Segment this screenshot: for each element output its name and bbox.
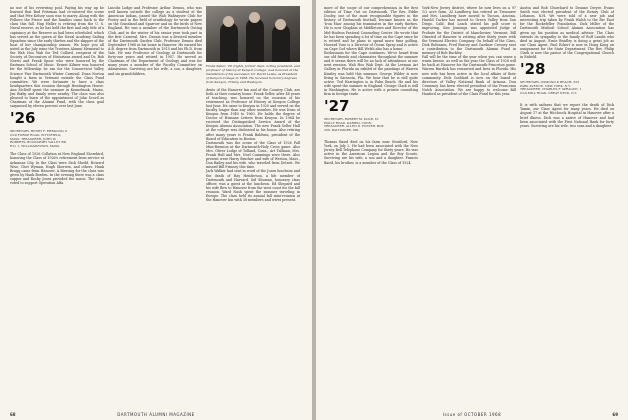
right-column-1 [324,6,418,406]
body-text: The Class of 1926 Collation at New England Shorebird, honoring the Class of 1926's retirement from service at Arkansas City. In the Class were Dick Sheild, Howard Wise, Chet Wyman, Hugh Sherwin, and others. Hank Bragg came from Hanover. A blessing for the class was given by Hank Borden. In the evening there was a class supper and Rocky Jones provided the music. The class voted to support Operation Alfa. [10,152,104,185]
class-officers: SECRETARY, HENRY F. EHRGOOD, 6 OLD FORGE ROAD, PITTSFIELD, MASS. TREASURER, JOHN W. ROBERTS, BUCKSPORT VALLEY RD. R.D. 1, WILLIAMSTOWN, MASS. [10,129,68,148]
class-heading-26 [10,111,104,149]
body-text: dents of the Hanover Inn and of the Country Club, are both at their country home. Frank Seller, after 48 years of teaching, was honored on the occasion of his retirement as Professor of History at Kenyon College last June. He came to Kenyon in 1920 and served on the faculty longer than any other member. He was Dean of Kenyon from 1940 to 1960. He holds the degree of Doctor of Humane Letters from Kenyon. In 1964 he received the Distinguished Service Award of the Kenyon Alumni Association. The new Frank Seller Hall at the college was dedicated in his honor. Also retiring after many years is Frank Baldwin, president of the Board of Education in Boston. [206,87,300,141]
body-text: Lincoln Lodge and Professor Arthur Dennis, who was well known outside the college as a student of the American Indian, joined the Wah Wahtaysee Club for Poetry and in the field of ornithology he wrote papers on the Grassland and Sparrow and on the birds of New England. He was a member of the Dartmouth Outing Club, and in the winter of his senior year took part in the first Carnival. Mrs. Dennis was a devoted member of the Dartmouth Garden Club. Professor Dennis died September 1968 at his home in Hanover. He earned his A.B. degree from Dartmouth in 1915 and his Ph.D. from Yale. He was Professor of Geology at Dartmouth for forty-one years and retired in 1957. He served as Chairman of the Department of Geology and was for many years a member of the Faculty Committee on Admissions. Surviving are his wife, a son, a daughter, and six grandchildren. [108,6,202,76]
page-number: 69 [612,412,618,417]
right-column-2 [422,6,516,406]
body-text: Enthusiasm for the Cape continues. We've heard from our old friends and classmates throughout the summer and it seems there will be no lack of attendance at our next reunion. Wah Hoo Wah Dept. At the Leeman Art Gallery in Florida an exhibit of the paintings of Warren Kinsley was held this summer. George Wilder is now living in Sarasota, Fla. We hear that he is still quite active. Ted Harrington is in Palm Beach. He and his wife spent the summer in England. George Clark is still in Washington. He is active with a private consulting firm in foreign trade. [324,51,418,96]
class-officers: SECRETARY, OSMOND P. BEACH, 555 PARK AVENUE, NEW YORK, N.Y. TREASURER, CHARLES F. SPRAGUE, 1 OLD MILL ROAD, GREAT NECK, N.Y. [520,80,582,95]
class-year: '26 [10,109,36,128]
class-year: '27 [324,97,350,116]
right-page [316,0,628,420]
class-officers: SECRETARY, ROBERT M. KOLB, 10 HOLLY ROAD, DARIEN, CONN. TREASURER, ALLEN D. FOSTER, BOX 206, BALTIMORE, MD. [324,117,384,132]
body-text: Austin and Bob Churchard to Deanne Dwyer. Evans Smith was elected president of the Rotary Club of Lebanon, N.H. We were told of a new job and interesting trip taken by Frank Walsh to the Far East for the Rockefeller Foundation. Dick Miller of the Dartmouth Medical School Alumni Association has given up his position as medical advisor. The Class extends its sympathy to the family of Rolf Landis who died in August. Ernie Bradley is doing a great job as our Class Agent. Paul Eckert is now in Hong Kong on assignment for the State Department. The Rev. Philip Clark is now the pastor of the Congregational Church in Enfield. [520,6,614,60]
body-text: Dartmouth was the scene of the Class of 1926 Fall Mini-Reunion at the Dartmouth-Holy Cross game. Also Mrs. Oliver Lodge of Tolland, Conn., Art Tallman, Mrs. Frank Hull and Mrs. Noel Cummings were there. Also present were Harry Brucker and wife of Weston, Mass., Don Bailey and his wife, who traveled from Detroit. We missed Bill Frinney this time. [206,140,300,170]
issue-title: Issue of OCTOBER 1968 [442,412,502,417]
left-column-3 [206,6,300,406]
page-number: 68 [10,412,16,417]
body-text: Jack Walker had sent in word of the Jones luncheon and the death of Ray Henderson, a life member of Dartmouth and Harvard. Sid Shuman, honorary class officer, was a guest at the luncheon. Ed Shepard and his wife flew to Hanover from the west coast for the fall reunion. Ward Nash spent the summer traveling in Europe. The class held its annual fall mini-reunion at the Hanover Inn with 38 members and wives present. [206,169,300,203]
left-column-2 [108,6,202,406]
class-year: '28 [520,60,546,79]
body-text: York-New Jersey district, where he now lives on a 97 1/2 acre farm. Al Lundberg has retired as Treasurer and Mrs. Lundberg have moved to Tucson, Arizona. Harold Tucker has moved to Green Valley from San Diego, Calif. Bud Leach stated his golf score is improving. Ken Jennings was appointed Judge of Probate for the District of Manchester, Vermont. Bill Olmsted of Hanover is retiring after thirty years with the Vermont Electric Company. On behalf of the Class, Dick Robinson, Fred Bracey and Gardner Cressey sent a contribution to the Dartmouth Alumni Fund in memory of Bob Buckley. [422,6,516,56]
body-text: Thomas Baird died on his farm near Stratford, New York, on July 2. He had been associated with the New Jersey Bell Telephone Company for thirty years. He was active in the American Legion and the Boy Scouts. Surviving are his wife, a son and a daughter. Francis Baird, his brother, is a member of the Class of 1924. [324,140,418,165]
class-photo [206,6,300,62]
class-heading-27 [324,99,418,137]
body-text: It is with sadness that we report the death of Dick Tamm, our Class Agent for many years. He died on August 17 at the Hitchcock Hospital in Hanover after a brief illness. Dick was a native of Hanover and had been associated with the First National Bank for forty years. Surviving are his wife, two sons and a daughter. [520,103,614,128]
body-text: Fall will be the time of the year when you can sense a warm breeze, as well as the year the Class of 1928 will be back at Hanover for the Dartmouth-Princeton game. Warren Burdick has remarried and lives in Florida. His new wife has been active in the local affairs of their community. Dick Goddard is now on the board of directors of Valley National Bank of Arizona. Don Crummey has been elected president of the Franconia Notch Association. We are happy to welcome Bill Hanford as president of the Class Fund for this year. [422,55,516,96]
photo-caption: Frank Seller, '26 (right), former dean, acting president, and professor of history at Kenyon College, was honored at the installation of his successor, Dr. David Lewis, as President of Kenyon College in 1968. He received honorary degrees from Kenyon, Trinity, and Wesleyan. [206,64,300,84]
body-text: no use of his reviewing pool. Paying his way up he learned that Bud Pritzman had re-entered the scene and that Pete Kelsey soon was to marry. Along with the Fellows the Pierce and the families came back to the class this fall. Hap Heller is retiring from the U. S. Naval reserve, as he has held the first and only title of a captaincy at the Reserve as had been scheduled, which has served as the queen of the Naval Academy Sailing Squadron since the early thirties and the skipper of the boat of her championship season. We hope you all noted in the July issue the Trustees Alumni Memorial to the Wah Hoo Wah for Ted Collard, recipient of the Society of Decorators of Historians award and Dr. Bob Norris and Frank Spoor who were honored by the Eastman School of Music. Ernest Kilmer was honored for the fellowship he ran for the Connecticut Valley Science Fair Dartmouth Winter Carnival. Dean Norton bought a farm in Vermont outside the Class Fund committee. We were fortunate to have a class headquarters this reunion through Huntington House. Ann McDuff spent the summer in Kennebunk, Maine, Jim Bixby and family were nearby. The class was also pleased to learn of the appointment of John Scovil as Chairman of the Alumni Fund, with the class goal surpassed by eleven percent over last June. [10,6,104,109]
class-heading-28 [520,62,614,100]
right-column-3 [520,6,614,406]
left-column-1 [10,6,104,406]
body-text: more of the scope of our comprehension in the first edition of Time Out on Dartmouth. The Rev. Eddie Dooley, one of the most recognizable figures in the history of Dartmouth football, became known as the 'Iron Man' among his teammates in the early thirties. He is now Chaplain at Middletown and Director of the Mid-Hudson Pastoral Counseling Center. He wrote that he has been spending a lot of time on the Cape since he is retired and he plans to spend more time golfing. Howard Vose is a Director of Ocean Spray and is active on Cape Cod where Bill Welsh also has a home. [324,6,418,51]
magazine-title: DARTMOUTH ALUMNI MAGAZINE [117,412,195,417]
left-page [0,0,312,420]
